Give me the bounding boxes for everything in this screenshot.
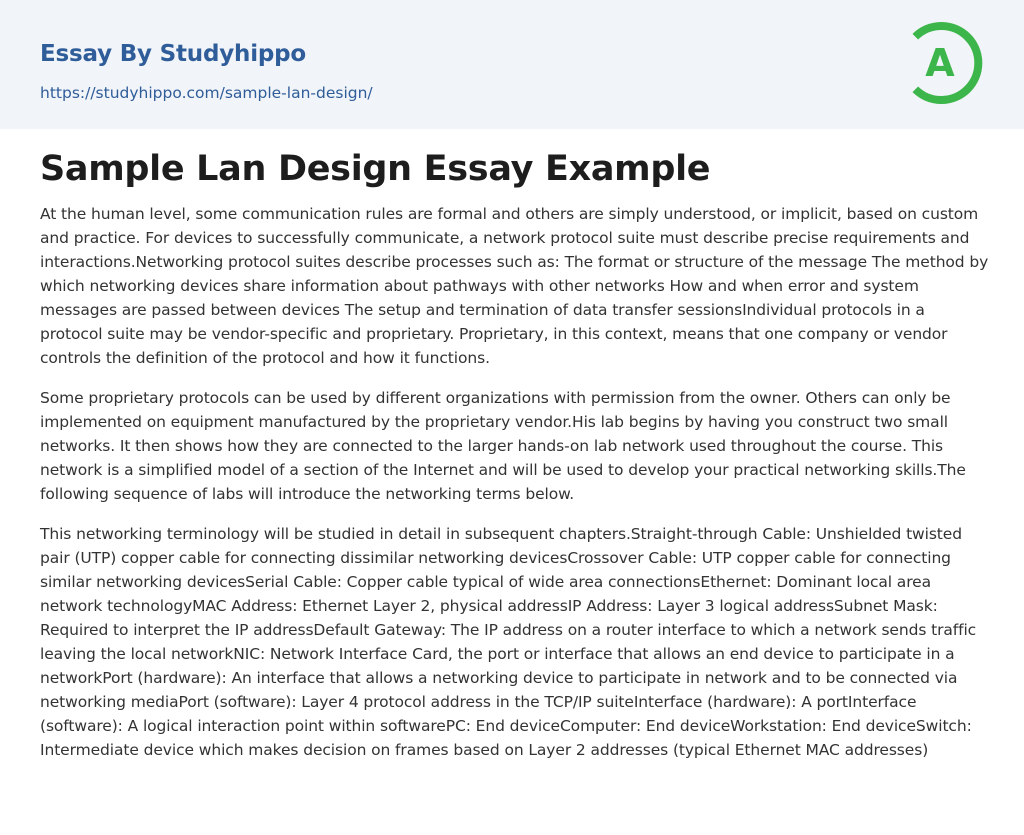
essay-paragraph-3: This networking terminology will be studied in detail in subsequent chapters.Straight-through Cable: Unshielded twisted pair (UTP) copper cable for connecting dissimilar networking devicesCrossover Cable: UTP copper cable for connecting similar networking devicesSerial Cable: Copper cable typical of wide area connectionsEthernet: Dominant local area network technologyMAC Address: Ethernet Layer 2, physical addressIP Address: Layer 3 logical addressSubnet Mask: Required to interpret the IP addressDefault Gateway: The IP address on a router interface to which a network sends traffic leaving the local networkNIC: Network Interface Card, the port or interface that allows an end device to participate in a networkPort (hardware): An interface that allows a networking device to participate in network and to be connected via networking mediaPort (software): Layer 4 protocol address in the TCP/IP suiteInterface (hardware): A portInterface (software): A logical interaction point within softwarePC: End deviceComputer: End deviceWorkstation: End deviceSwitch: Intermediate device which makes decision on frames based on Layer 2 addresses (typical Ethernet MAC addresses) — [40, 525, 977, 759]
site-brand[interactable]: Essay By Studyhippo — [40, 41, 307, 67]
essay-paragraph-2: Some proprietary protocols can be used by different organizations with permission from the owner. Others can only be implemented on equipment manufactured by the proprietary vendor.His lab begins by having you construct two small networks. It then shows how they are connected to the larger hands-on lab network used throughout the course. This network is a simplified model of a section of the Internet and will be used to develop your practical networking skills.The following sequence of labs will introduce the networking terms below. — [40, 389, 966, 503]
essay-content — [40, 148, 990, 778]
studyhippo-logo[interactable] — [894, 18, 988, 108]
site-header — [0, 0, 1024, 129]
logo-icon — [894, 18, 988, 108]
logo-letter: A — [925, 41, 955, 85]
page-url-link[interactable]: https://studyhippo.com/sample-lan-design/ — [40, 84, 373, 102]
essay-paragraph-1: At the human level, some communication rules are formal and others are simply understood, or implicit, based on custom and practice. For devices to successfully communicate, a network protocol suite must describe precise requirements and interactions.Networking protocol suites describe processes such as: The format or structure of the message The method by which networking devices share information about pathways with other networks How and when error and system messages are passed between devices The setup and termination of data transfer sessionsIndividual protocols in a protocol suite may be vendor-specific and proprietary. Proprietary, in this context, means that one company or vendor controls the definition of the protocol and how it functions. — [40, 205, 989, 367]
page-title: Sample Lan Design Essay Example — [40, 149, 711, 189]
